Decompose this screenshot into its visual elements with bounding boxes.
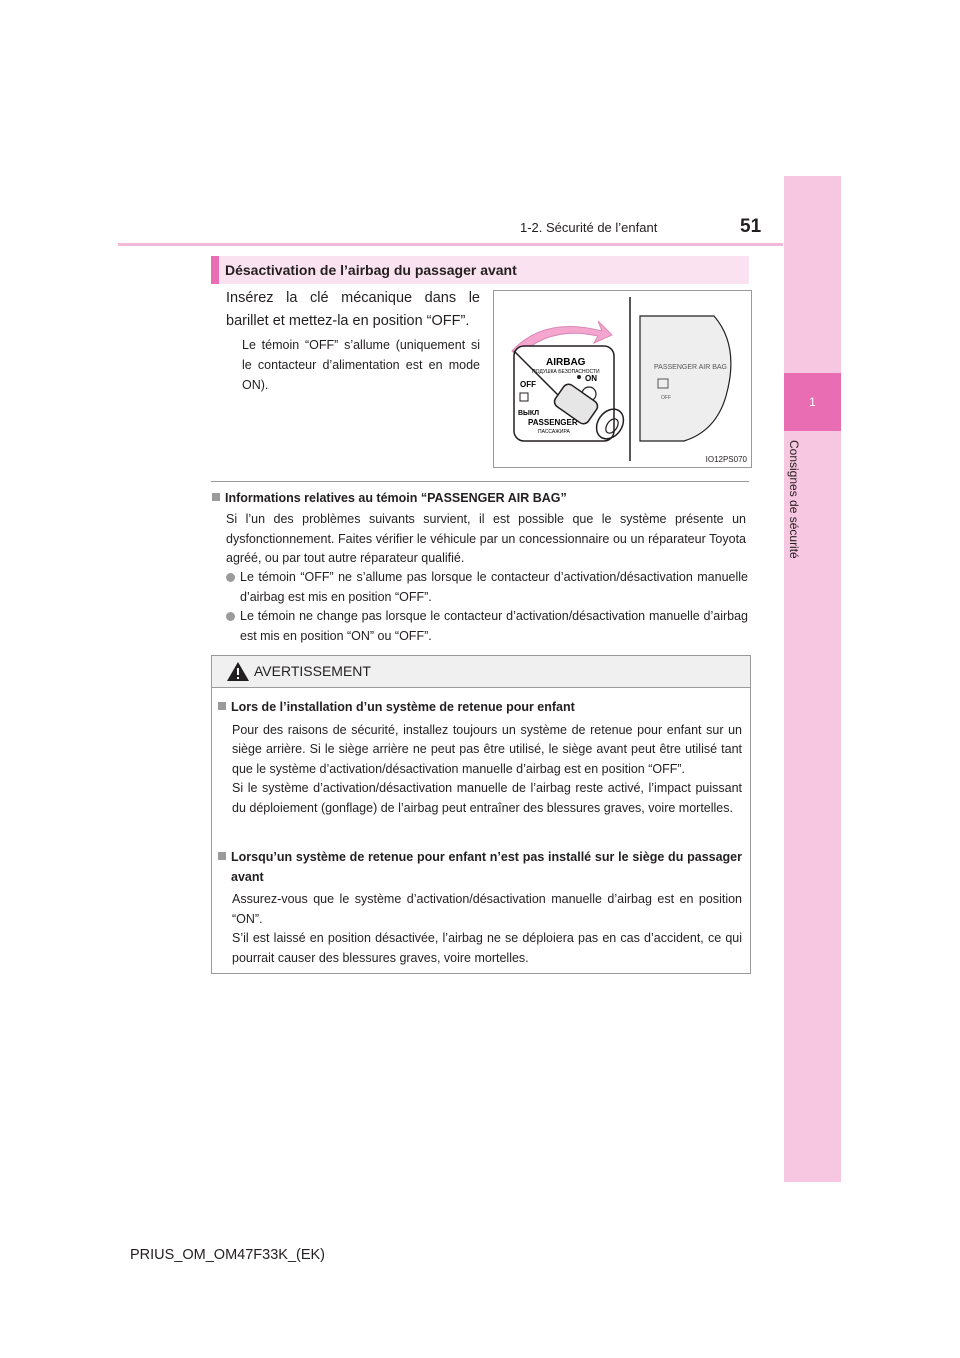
square-bullet-icon bbox=[218, 702, 226, 710]
chapter-side-tab bbox=[784, 176, 841, 1182]
warning-text: Pour des raisons de sécurité, installez toujours un système de retenue pour enfant sur un siège arrière. Si le siège arrière ne peut pas être utilisé, le siège avant peut être utilisé tant que le système d’activation/désactivation manuelle d’airbag est en position “OFF”. bbox=[232, 722, 742, 776]
circle-bullet-icon bbox=[226, 612, 235, 621]
svg-text:ПОДУШКА БЕЗОПАСНОСТИ: ПОДУШКА БЕЗОПАСНОСТИ bbox=[532, 369, 600, 375]
document-code: PRIUS_OM_OM47F33K_(EK) bbox=[130, 1247, 326, 1263]
page-number: 51 bbox=[740, 216, 762, 237]
warning-header bbox=[212, 656, 750, 688]
instruction-note: Le témoin “OFF” s’allume (uniquement si le contacteur d’alimentation est en mode ON). bbox=[242, 338, 480, 392]
info-paragraph: Si l’un des problèmes suivants survient, il est possible que le système présente un dysfonctionnement. Faites vérifier le véhicule par un concessionnaire ou un réparateur Toyota agréé, ou par tout autre réparateur qualifié. bbox=[226, 512, 746, 565]
warning-box bbox=[211, 655, 751, 974]
circle-bullet-icon bbox=[226, 573, 235, 582]
warning-label: AVERTISSEMENT bbox=[254, 663, 371, 679]
warning-text: S’il est laissé en position désactivée, l’airbag ne se déploiera pas en cas d’accident, ce qui pourrait causer des blessures graves, voire mortelles. bbox=[232, 931, 742, 965]
warning-section bbox=[218, 698, 742, 818]
svg-text:ON: ON bbox=[585, 374, 597, 383]
svg-text:OFF: OFF bbox=[520, 380, 536, 389]
warning-section-heading: Lors de l’installation d’un système de retenue pour enfant bbox=[218, 698, 742, 718]
warning-section bbox=[218, 848, 742, 968]
airbag-switch-illustration bbox=[494, 291, 751, 467]
chapter-title-vertical: Consignes de sécurité bbox=[787, 440, 801, 559]
svg-text:ПАССАЖИРА: ПАССАЖИРА bbox=[538, 429, 570, 435]
title-accent bbox=[211, 256, 219, 284]
square-bullet-icon bbox=[218, 852, 226, 860]
svg-text:PASSENGER AIR BAG: PASSENGER AIR BAG bbox=[654, 364, 728, 371]
svg-text:OFF: OFF bbox=[661, 395, 671, 401]
svg-text:AIRBAG: AIRBAG bbox=[546, 357, 586, 368]
instruction-text: Insérez la clé mécanique dans le barillet et mettez-la en position “OFF”. bbox=[226, 290, 480, 329]
warning-text: Assurez-vous que le système d’activation/désactivation manuelle d’airbag est en position “ON”. bbox=[232, 892, 742, 926]
header-rule bbox=[118, 243, 783, 246]
section-label: 1-2. Sécurité de l’enfant bbox=[520, 220, 658, 235]
airbag-switch-figure bbox=[493, 290, 752, 468]
info-bullet: Le témoin “OFF” ne s’allume pas lorsque le contacteur d’activation/désactivation manuelle d’airbag est mis en position “OFF”. bbox=[226, 568, 748, 607]
svg-text:PASSENGER: PASSENGER bbox=[528, 418, 578, 427]
info-heading: Informations relatives au témoin “PASSENGER AIR BAG” bbox=[212, 491, 567, 505]
figure-id: IO12PS070 bbox=[705, 455, 747, 464]
section-title: Désactivation de l’airbag du passager avant bbox=[225, 262, 517, 278]
warning-section-heading: Lorsqu’un système de retenue pour enfant n’est pas installé sur le siège du passager avant bbox=[218, 848, 742, 887]
section-title-bar bbox=[211, 256, 749, 284]
svg-text:ВЫКЛ: ВЫКЛ bbox=[518, 410, 540, 417]
warning-text: Si le système d’activation/désactivation manuelle de l’airbag reste activé, l’impact puissant du déploiement (gonflage) de l’airbag peut entraîner des blessures graves, voire mortelles. bbox=[232, 781, 742, 815]
section-divider bbox=[211, 481, 749, 482]
warning-triangle-icon bbox=[226, 661, 250, 682]
indicator-panel bbox=[640, 316, 731, 441]
info-bullet: Le témoin ne change pas lorsque le contacteur d’activation/désactivation manuelle d’airbag est mis en position “ON” ou “OFF”. bbox=[226, 607, 748, 646]
chapter-number: 1 bbox=[809, 395, 816, 409]
chapter-number-tab[interactable] bbox=[784, 373, 841, 431]
square-bullet-icon bbox=[212, 493, 220, 501]
